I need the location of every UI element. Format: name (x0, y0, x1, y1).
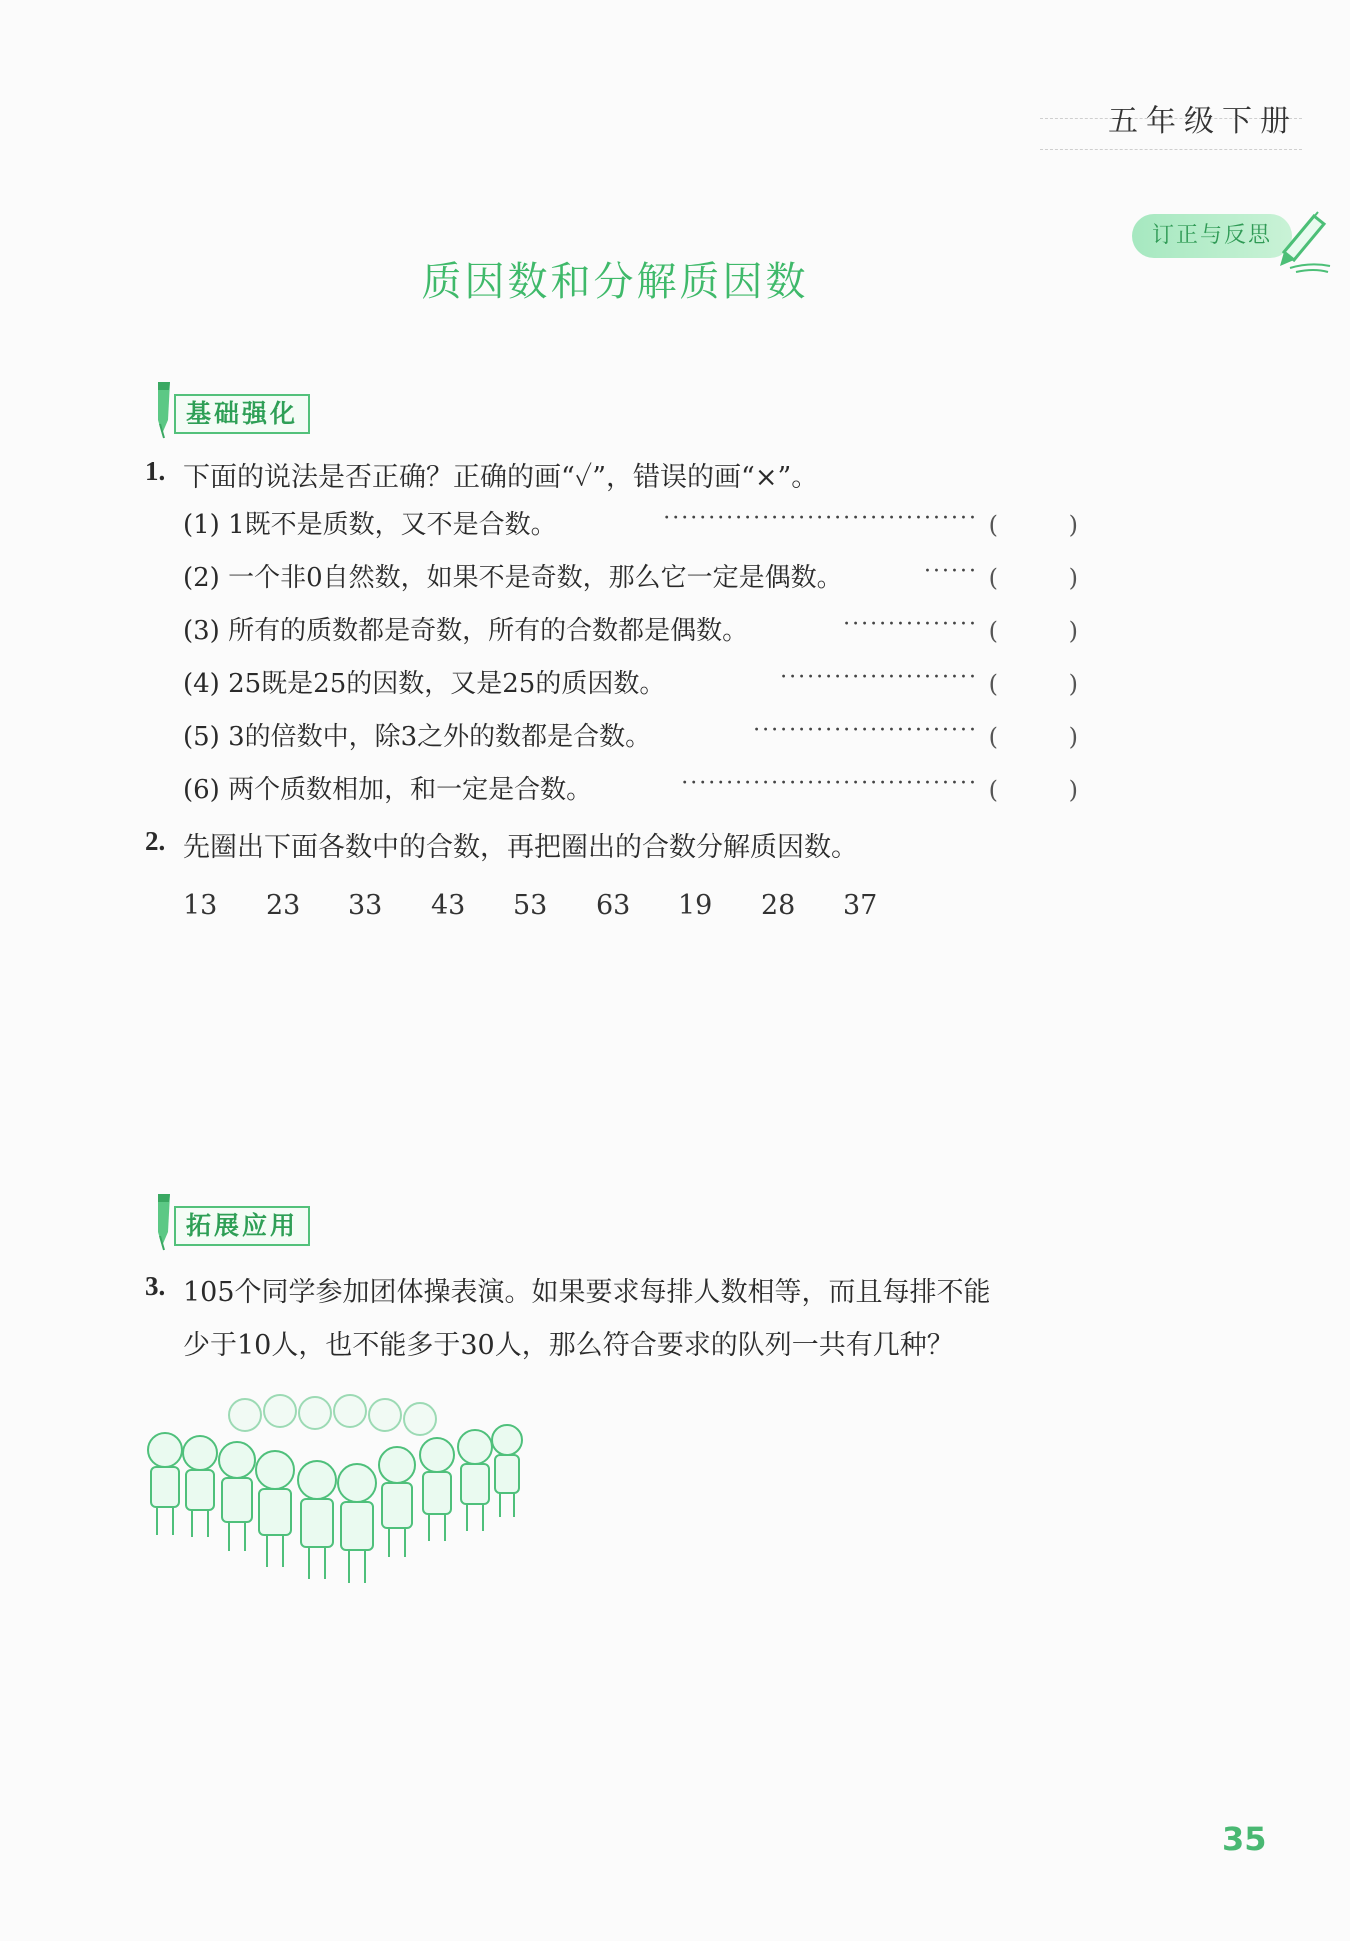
leader-dots: ························· (753, 718, 978, 743)
students-illustration (145, 1385, 535, 1600)
number-item[interactable]: 13 (183, 890, 218, 921)
true-false-item (183, 505, 1088, 545)
answer-paren-left: ( (988, 564, 998, 592)
grade-label: 五年级下册 (1108, 104, 1298, 139)
number-list (183, 890, 903, 930)
statement-text: (2) 一个非0自然数，如果不是奇数，那么它一定是偶数。 (183, 563, 843, 593)
statement-text: (4) 25既是25的因数，又是25的质因数。 (183, 669, 666, 699)
answer-paren-right: ) (1068, 617, 1078, 645)
answer-paren-left: ( (988, 776, 998, 804)
question-text-line: 少于10人，也不能多于30人，那么符合要求的队列一共有几种？ (183, 1330, 954, 1361)
page-number: 35 (1222, 1820, 1267, 1858)
answer-paren-left: ( (988, 511, 998, 539)
true-false-item (183, 558, 1088, 598)
question-number: 3. (145, 1271, 166, 1301)
question-number: 2. (145, 826, 166, 856)
answer-paren-left: ( (988, 670, 998, 698)
statement-text: (3) 所有的质数都是奇数，所有的合数都是偶数。 (183, 616, 749, 646)
statement-text: (6) 两个质数相加，和一定是合数。 (183, 775, 593, 805)
true-false-item (183, 664, 1088, 704)
answer-paren-left: ( (988, 723, 998, 751)
number-item[interactable]: 43 (431, 890, 466, 921)
answer-paren-left: ( (988, 617, 998, 645)
reflection-tag-label: 订正与反思 (1132, 214, 1292, 258)
true-false-item (183, 717, 1088, 757)
leader-dots: ··············· (843, 612, 978, 637)
statement-text: (1) 1既不是质数，又不是合数。 (183, 510, 557, 540)
lesson-title: 质因数和分解质因数 (421, 259, 809, 305)
true-false-item (183, 770, 1088, 810)
answer-paren-right: ) (1068, 670, 1078, 698)
question-prompt: 下面的说法是否正确？正确的画“✓”，错误的画“×”。 (183, 462, 819, 493)
question-prompt: 先圈出下面各数中的合数，再把圈出的合数分解质因数。 (183, 832, 858, 863)
answer-paren-right: ) (1068, 564, 1078, 592)
leader-dots: ······ (924, 559, 978, 584)
leader-dots: ······················ (780, 665, 978, 690)
number-item[interactable]: 19 (678, 890, 713, 921)
number-item[interactable]: 37 (843, 890, 878, 921)
section-label: 拓展应用 (174, 1206, 310, 1246)
number-item[interactable]: 23 (266, 890, 301, 921)
statement-text: (5) 3的倍数中，除3之外的数都是合数。 (183, 722, 652, 752)
answer-paren-right: ) (1068, 776, 1078, 804)
leader-dots: ··································· (663, 506, 978, 531)
question-text-line: 105个同学参加团体操表演。如果要求每排人数相等，而且每排不能 (183, 1277, 991, 1308)
true-false-item (183, 611, 1088, 651)
leader-dots: ································· (681, 771, 978, 796)
answer-paren-right: ) (1068, 723, 1078, 751)
answer-paren-right: ) (1068, 511, 1078, 539)
pencil-icon (1270, 208, 1332, 274)
question-number: 1. (145, 456, 166, 486)
number-item[interactable]: 28 (761, 890, 796, 921)
number-item[interactable]: 63 (596, 890, 631, 921)
number-item[interactable]: 33 (348, 890, 383, 921)
number-item[interactable]: 53 (513, 890, 548, 921)
section-label: 基础强化 (174, 394, 310, 434)
